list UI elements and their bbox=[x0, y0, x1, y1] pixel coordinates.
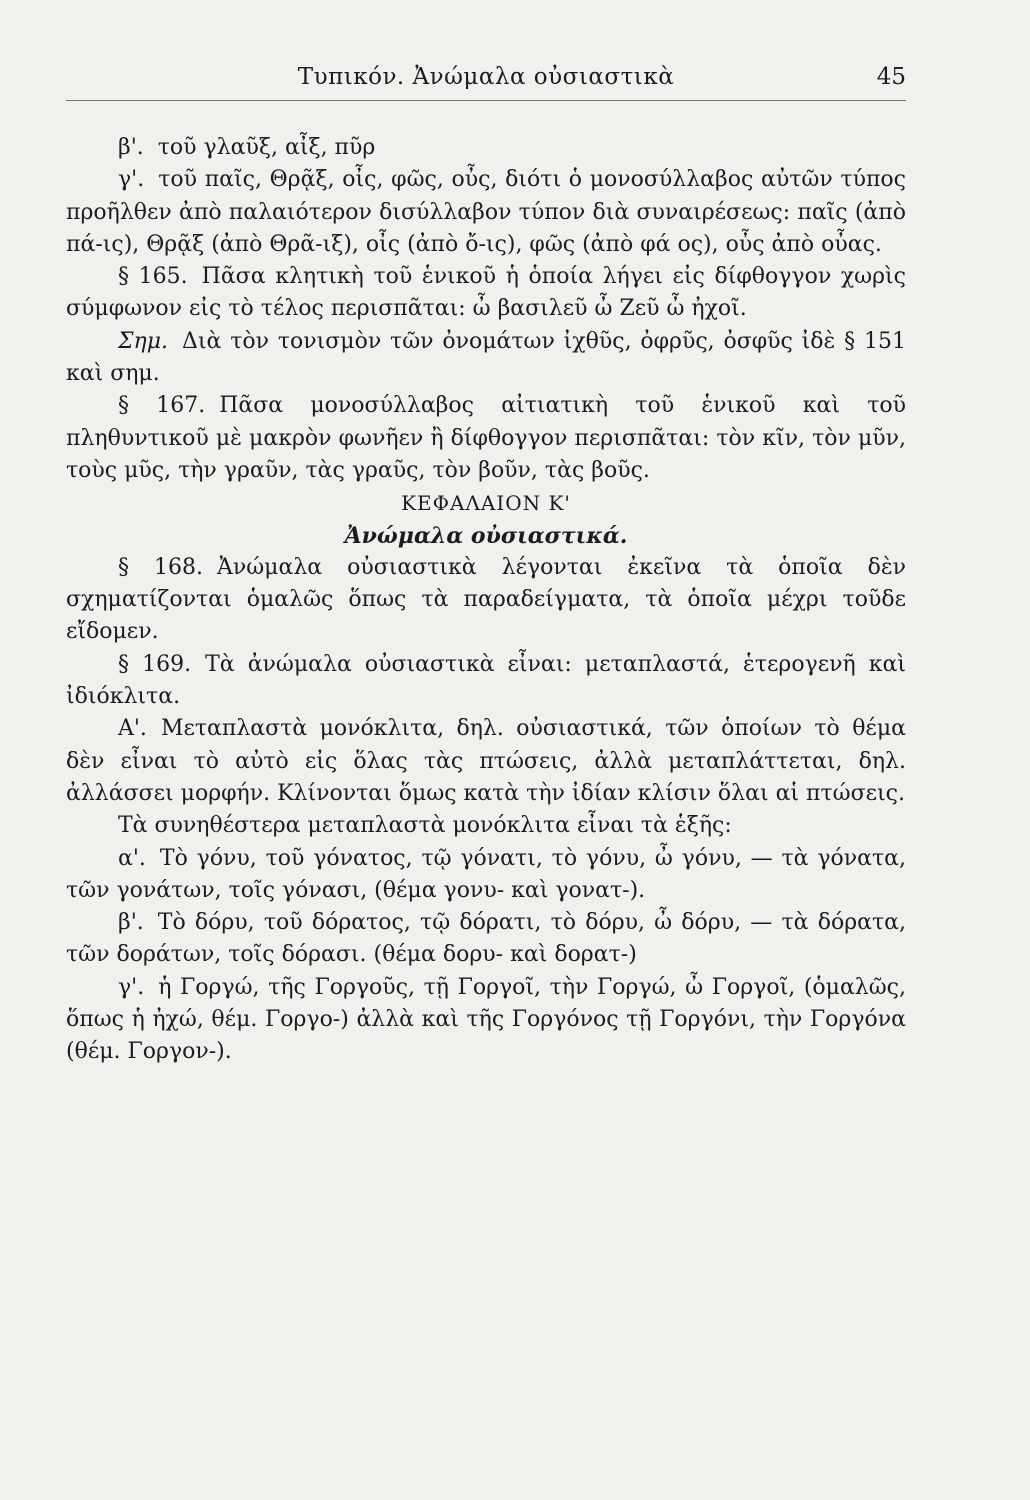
page-body bbox=[66, 132, 906, 1069]
example-label: α'. bbox=[118, 845, 146, 871]
page-number: 45 bbox=[876, 64, 906, 90]
example-c bbox=[66, 972, 906, 1069]
paragraph-b bbox=[66, 132, 906, 164]
section-167 bbox=[66, 390, 906, 487]
example-b bbox=[66, 907, 906, 972]
section-text: Ἀνώμαλα οὐσιαστικὰ λέγονται ἐκεῖνα τὰ ὁποῖα δὲν σχηματίζονται ὁμαλῶς ὅπως τὰ παραδείγματα, τὰ ὁποῖα μέχρι τοῦδε εἴδομεν. bbox=[66, 554, 906, 645]
section-text: Τὰ ἀνώμαλα οὐσιαστικὰ εἶναι: μεταπλαστά, ἑτερογενῆ καὶ ἰδιόκλιτα. bbox=[66, 651, 906, 710]
example-label: γ'. bbox=[118, 974, 145, 1000]
section-number: § 168. bbox=[118, 554, 203, 580]
section-number: § 167. bbox=[118, 393, 206, 419]
running-title: Τυπικόν. Ἀνώμαλα οὐσιαστικὰ bbox=[297, 64, 675, 90]
note-text: Διὰ τὸν τονισμὸν τῶν ὀνομάτων ἰχθῦς, ὀφρῦς, ὀσφῦς ἰδὲ § 151 καὶ σημ. bbox=[66, 328, 906, 387]
example-text: Τὸ γόνυ, τοῦ γόνατος, τῷ γόνατι, τὸ γόνυ, ὦ γόνυ, — τὰ γόνατα, τῶν γονάτων, τοῖς γόνασι, (θέμα γονυ- καὶ γονατ-). bbox=[66, 845, 906, 903]
note-paragraph bbox=[66, 326, 906, 391]
section-text: Πᾶσα μονοσύλλαβος αἰτιατικὴ τοῦ ἑνικοῦ καὶ τοῦ πληθυντικοῦ μὲ μακρὸν φωνῆεν ἢ δίφθογγον περισπᾶται: τὸν κῖν, τὸν μῦν, τοὺς μῦς, τὴν γραῦν, τὰς γραῦς, τὸν βοῦν, τὰς βοῦς. bbox=[66, 393, 907, 483]
example-text: ἡ Γοργώ, τῆς Γοργοῦς, τῇ Γοργοῖ, τὴν Γοργώ, ὦ Γοργοῖ, (ὁμαλῶς, ὅπως ἡ ἠχώ, θέμ. Γοργο-) ἀλλὰ καὶ τῆς Γοργόνος τῇ Γοργόνι, τὴν Γοργόνα (θέμ. Γοργον-). bbox=[66, 974, 906, 1065]
item-label: β'. bbox=[118, 135, 144, 160]
section-168 bbox=[66, 552, 906, 649]
running-header bbox=[66, 60, 906, 101]
common-list-intro: Τὰ συνηθέστερα μεταπλαστὰ μονόκλιτα εἶναι τὰ ἑξῆς: bbox=[118, 813, 732, 839]
section-number: § 169. bbox=[118, 651, 192, 677]
chapter-label: ΚΕΦΑΛΑΙΟΝ Κ' bbox=[401, 491, 571, 516]
section-number: § 165. bbox=[118, 264, 188, 290]
item-label: γ'. bbox=[118, 167, 145, 193]
example-a bbox=[66, 843, 906, 908]
section-165 bbox=[66, 261, 906, 326]
note-label: Σημ. bbox=[118, 328, 169, 354]
example-label: β'. bbox=[118, 910, 144, 936]
subsection-a bbox=[66, 713, 906, 810]
item-text: τοῦ παῖς, Θρᾷξ, οἶς, φῶς, οὖς, διότι ὁ μονοσύλλαβος αὐτῶν τύπος προῆλθεν ἀπὸ παλαιότερον δισύλλαβον τύπον διὰ συναιρέσεως: παῖς (ἀπὸ πά-ις), Θρᾷξ (ἀπὸ Θρᾶ-ιξ), οἶς (ἀπὸ ὄ-ις), φῶς (ἀπὸ φά ος), οὖς ἀπὸ οὖας. bbox=[66, 167, 906, 257]
chapter-title: Ἀνώμαλα οὐσιαστικά. bbox=[344, 522, 628, 549]
section-169 bbox=[66, 649, 906, 714]
example-text: Τὸ δόρυ, τοῦ δόρατος, τῷ δόρατι, τὸ δόρυ, ὦ δόρυ, — τὰ δόρατα, τῶν δοράτων, τοῖς δόρασι. (θέμα δορυ- καὶ δορατ-) bbox=[66, 910, 906, 968]
item-text: τοῦ γλαῦξ, αἶξ, πῦρ bbox=[157, 135, 376, 160]
subsection-text: Μεταπλαστὰ μονόκλιτα, δηλ. οὐσιαστικά, τῶν ὁποίων τὸ θέμα δὲν εἶναι τὸ αὐτὸ εἰς ὅλας τὰς πτώσεις, ἀλλὰ μεταπλάττεται, δηλ. ἀλλάσσει μορφήν. Κλίνονται ὅμως κατὰ τὴν ἰδίαν κλίσιν ὅλαι αἱ πτώσεις. bbox=[66, 716, 906, 806]
subsection-label: Α'. bbox=[118, 716, 147, 742]
paragraph-g bbox=[66, 164, 906, 261]
section-text: Πᾶσα κλητικὴ τοῦ ἑνικοῦ ἡ ὁποία λήγει εἰς δίφθογγον χωρὶς σύμφωνον εἰς τὸ τέλος περισπᾶται: ὦ βασιλεῦ ὦ Ζεῦ ὦ ἠχοῖ. bbox=[66, 264, 906, 322]
